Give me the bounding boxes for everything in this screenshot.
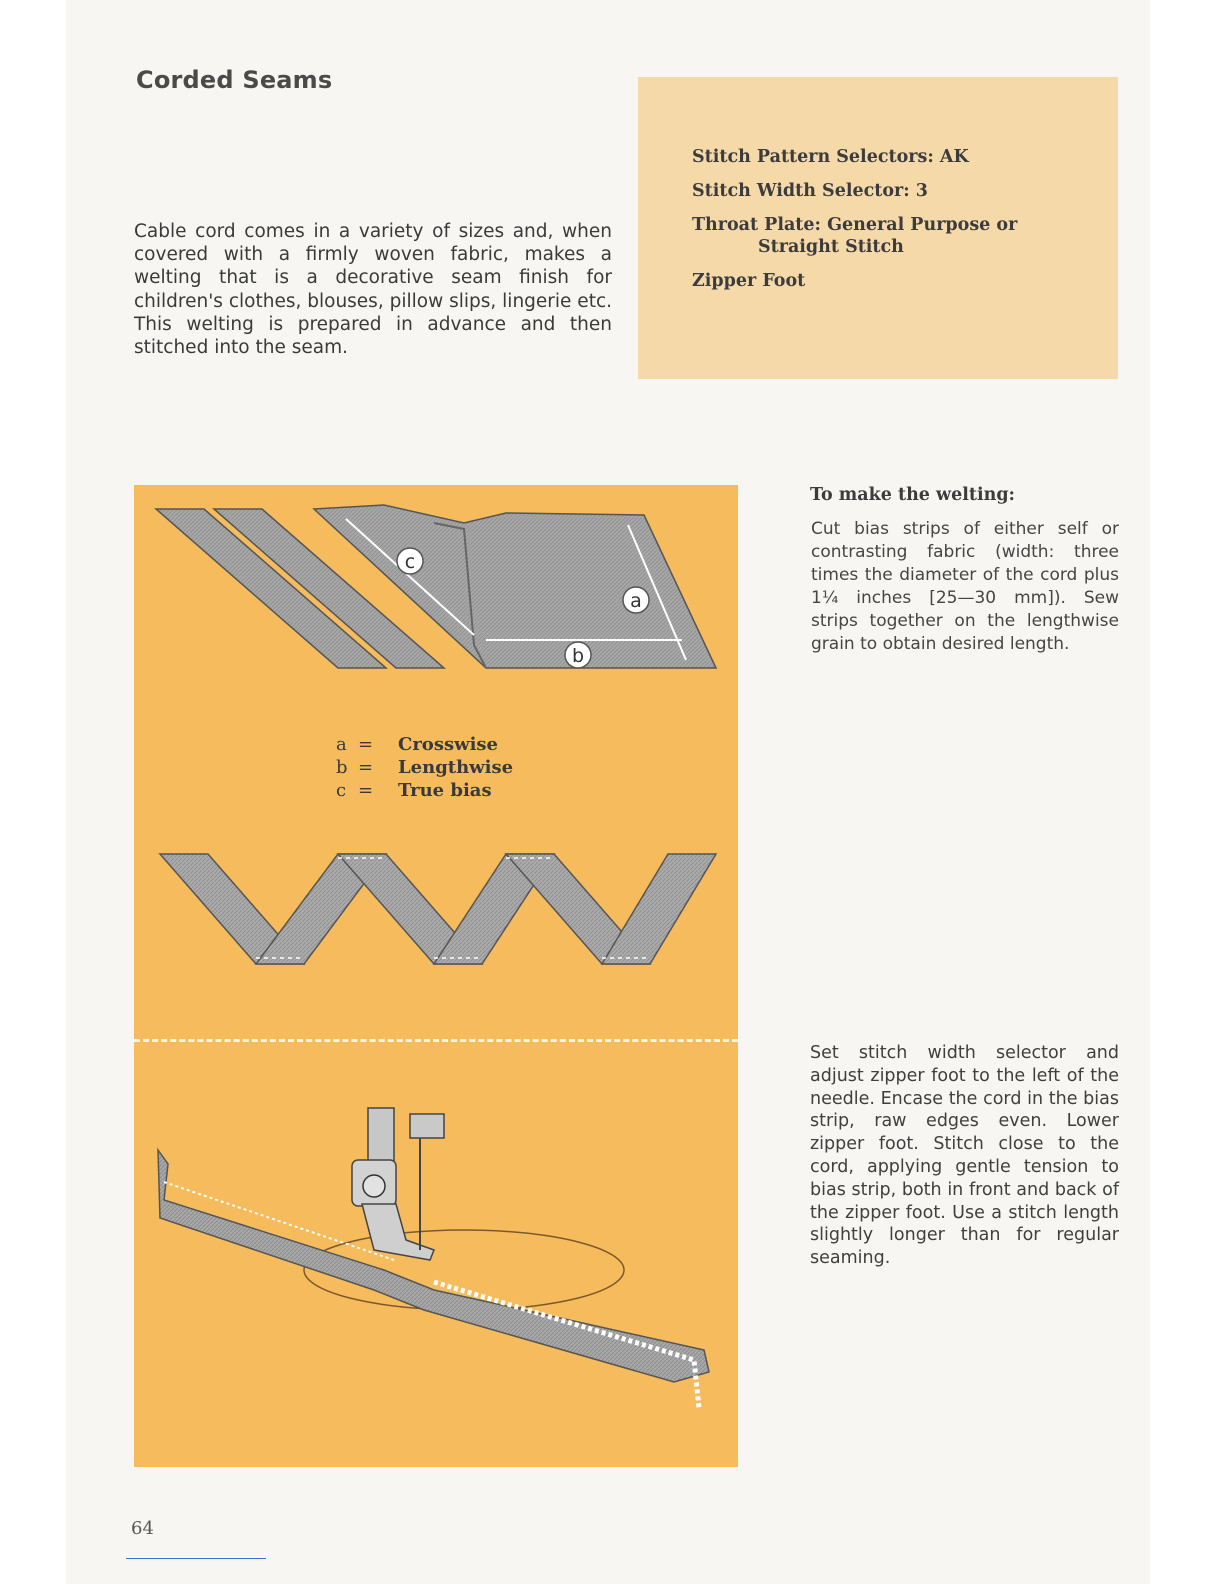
legend-row: [336, 779, 513, 802]
label-c: c: [404, 551, 416, 573]
foot-screw: [363, 1175, 385, 1197]
section-divider: [134, 1039, 738, 1042]
label-a: a: [630, 590, 642, 612]
machine-settings-box: [638, 77, 1118, 379]
zipper-foot-diagram: [134, 1100, 738, 1430]
legend-equals: =: [358, 780, 374, 801]
bias-cut-diagram: [134, 485, 738, 685]
needle-clamp: [410, 1114, 444, 1138]
legend-value: True bias: [398, 780, 492, 801]
legend-key: c: [336, 780, 347, 801]
figure-legend: [336, 733, 513, 802]
welting-strip: [158, 1150, 709, 1382]
zipper-foot: [362, 1204, 434, 1260]
legend-value: Lengthwise: [398, 757, 514, 778]
joined-strips-diagram: [134, 850, 738, 970]
throat-plate-setting: [692, 214, 1078, 258]
presser-bar: [368, 1108, 394, 1168]
stitch-pattern-setting: Stitch Pattern Selectors: AK: [692, 147, 969, 167]
legend-value: Crosswise: [398, 734, 499, 755]
legend-row: [336, 733, 513, 756]
welting-instructions: Cut bias strips of either self or contrasting fabric (width: three times the diameter of the cord plus 1¼ inches [25—30 mm]). Sew strips together on the lengthwise grain to obtain desired length.: [811, 519, 1119, 654]
strip-segment: [602, 854, 716, 964]
legend-equals: =: [358, 757, 374, 778]
intro-paragraph: Cable cord comes in a variety of sizes and, when covered with a firmly woven fabric, makes a welting that is a decorative seam finish for children's clothes, blouses, pillow slips, lingerie etc. This welting is prepared in advance and then stitched into the seam.: [134, 221, 612, 359]
stitch-width-setting: Stitch Width Selector: 3: [692, 181, 928, 201]
throat-plate-line1: Throat Plate: General Purpose or: [692, 215, 1018, 235]
page-title: Corded Seams: [136, 66, 333, 94]
throat-plate-line2: Straight Stitch: [758, 237, 904, 257]
legend-equals: =: [358, 734, 374, 755]
page-number: 64: [131, 1518, 154, 1539]
stitching-instructions: Set stitch width selector and adjust zipper foot to the left of the needle. Encase the cord in the bias strip, raw edges even. Lower zipper foot. Stitch close to the cord, applying gentle tension to bias strip, both in front and back of the zipper foot. Use a stitch length slightly longer than for regular seaming.: [810, 1043, 1119, 1269]
footer-line: [126, 1558, 266, 1559]
legend-key: b: [336, 757, 348, 778]
label-b: b: [571, 645, 585, 667]
presser-foot-setting: Zipper Foot: [692, 271, 806, 291]
welting-heading: To make the welting:: [810, 485, 1016, 505]
legend-row: [336, 756, 513, 779]
legend-key: a: [336, 734, 347, 755]
